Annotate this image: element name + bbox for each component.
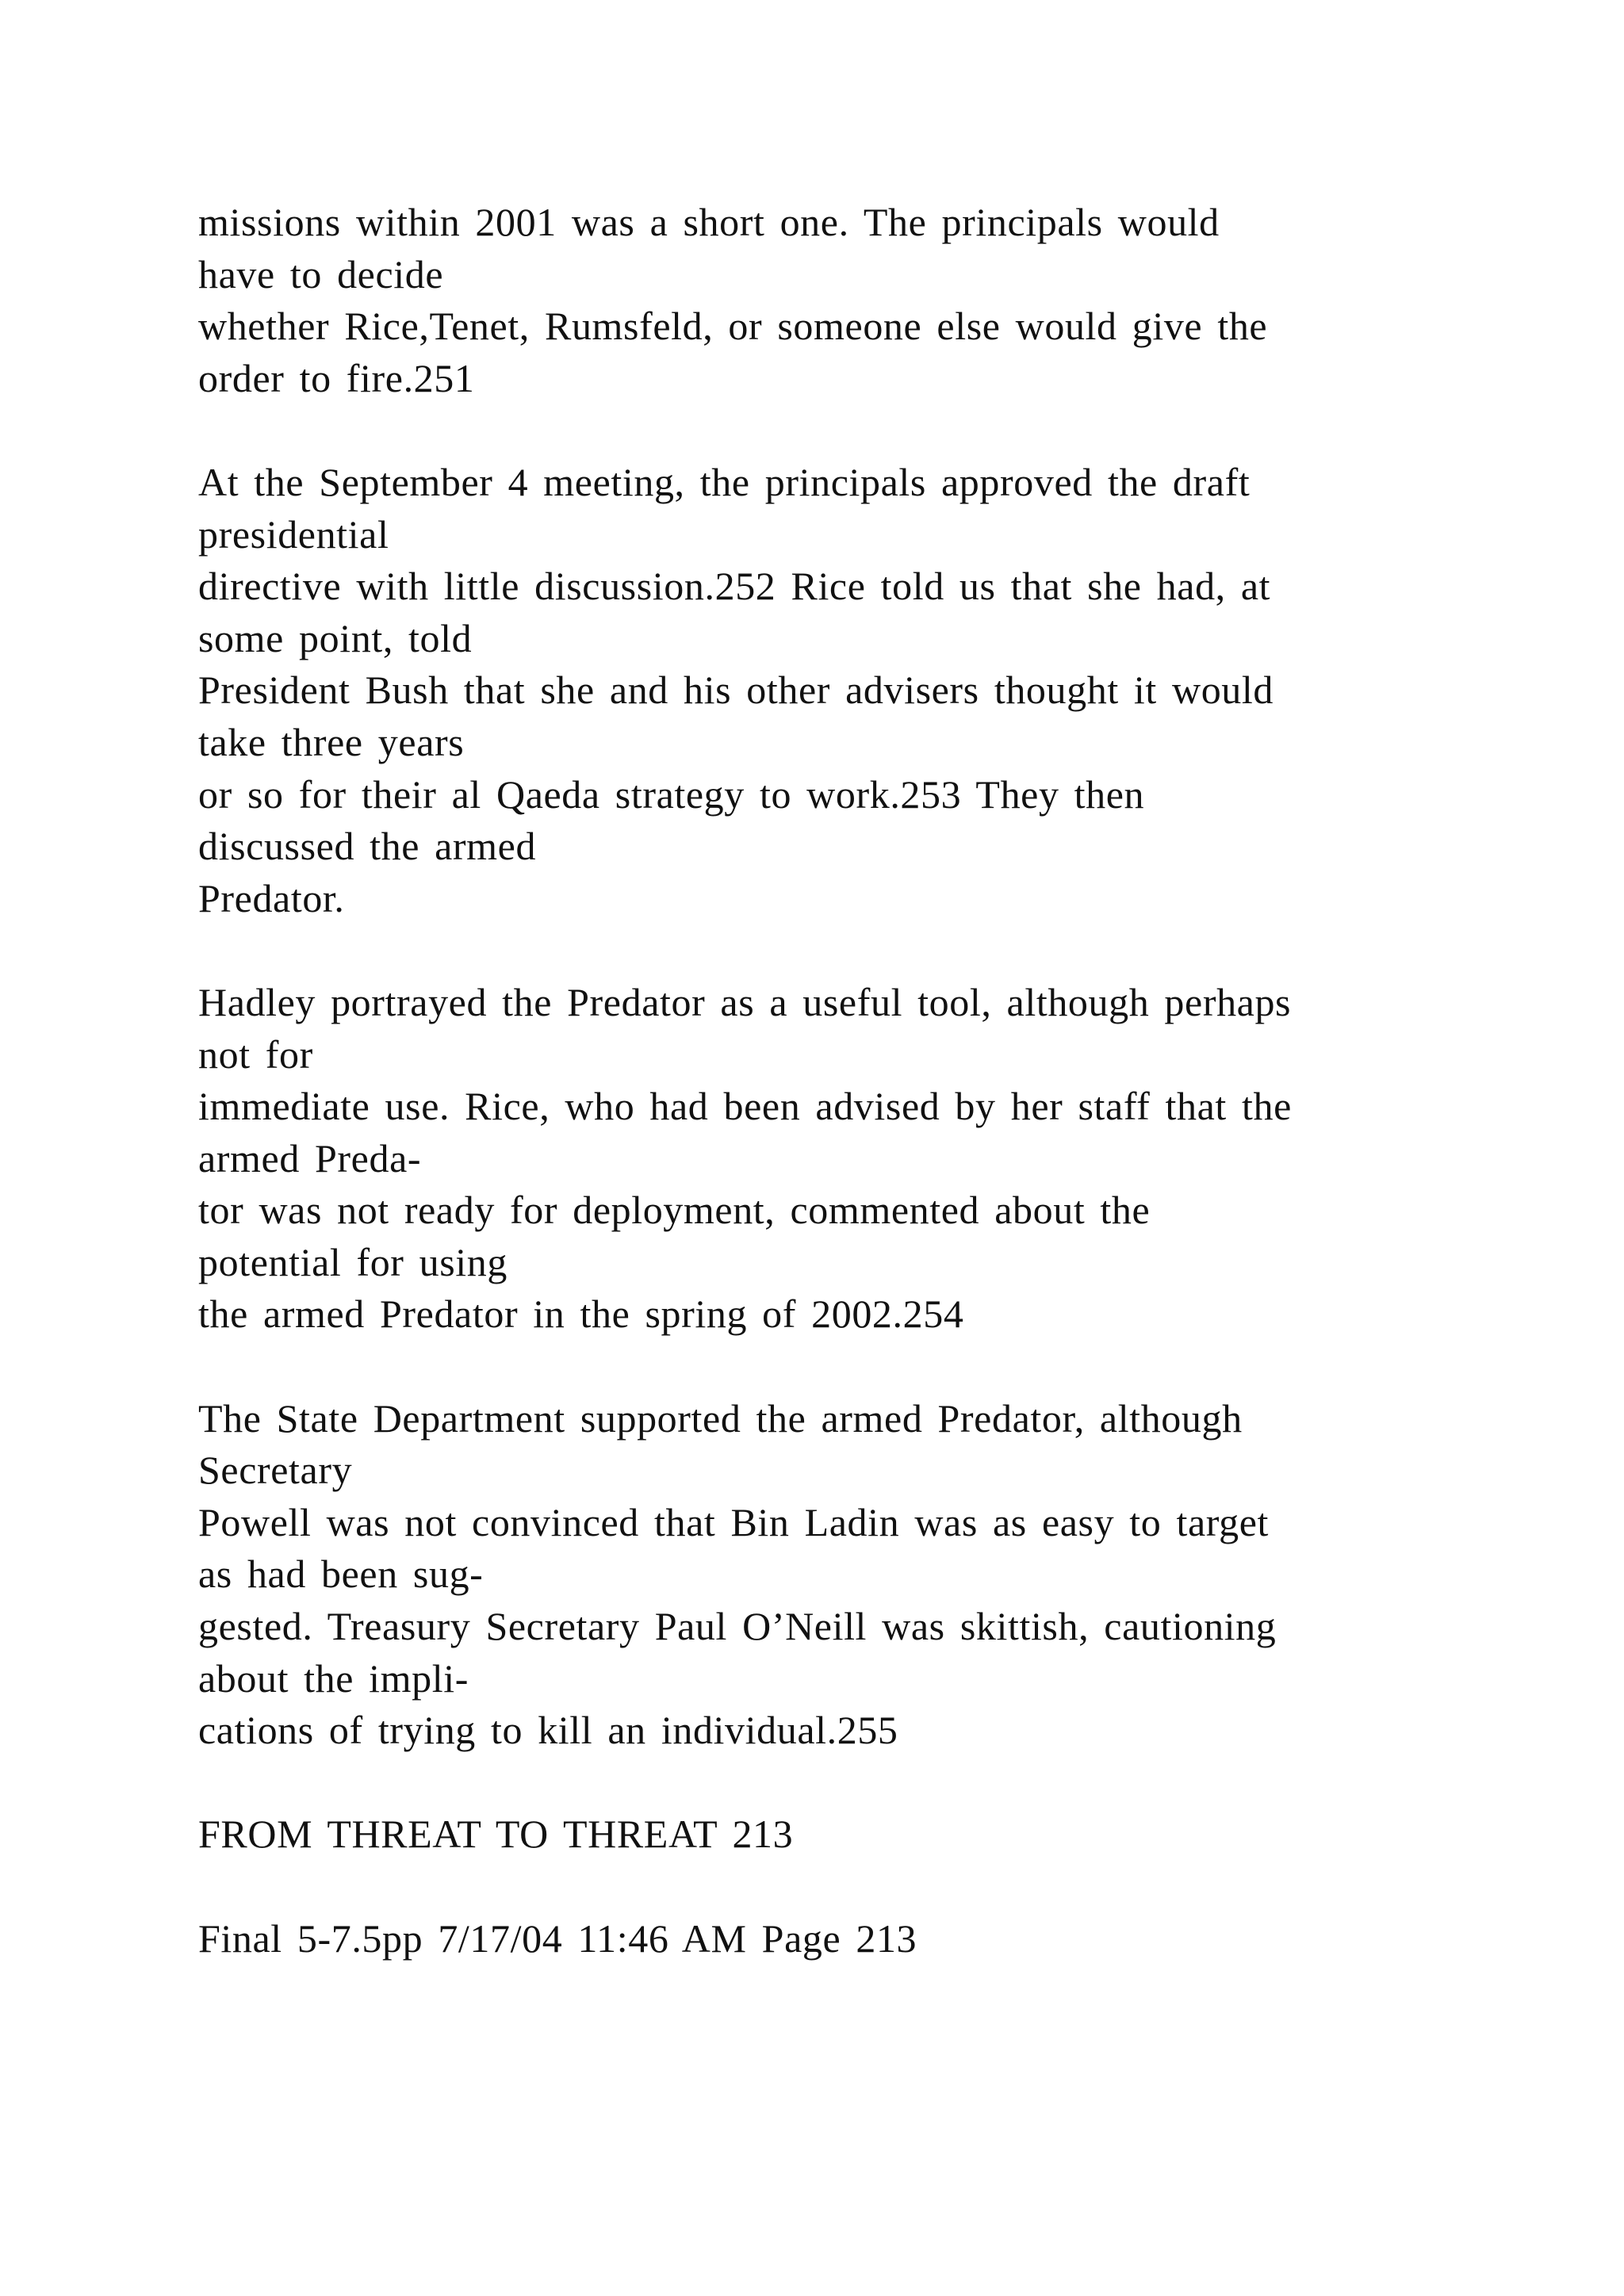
text-line: At the September 4 meeting, the principals approved the draft [198,459,1251,504]
print-slug-text: Final 5-7.5pp 7/17/04 11:46 AM Page 213 [198,1915,917,1961]
running-footer [198,1808,1507,1861]
text-line: the armed Predator in the spring of 2002.254 [198,1292,964,1337]
text-line: some point, told [198,615,473,660]
paragraph [198,457,1507,924]
paragraph [198,977,1507,1341]
document-body [198,197,1507,1965]
paragraph-gap [198,1341,1507,1393]
text-line: directive with little discussion.252 Rice told us that she had, at [198,564,1271,609]
text-line: President Bush that she and his other advisers thought it would [198,668,1274,713]
text-line: Predator. [198,875,345,920]
print-slug [198,1913,1507,1965]
text-line: presidential [198,511,389,557]
text-line: Hadley portrayed the Predator as a useful tool, although perhaps [198,979,1292,1024]
paragraph [198,197,1507,404]
text-line: about the impli- [198,1655,469,1701]
text-line: cations of trying to kill an individual.255 [198,1708,898,1753]
text-line: gested. Treasury Secretary Paul O’Neill was skittish, cautioning [198,1604,1277,1649]
text-line: discussed the armed [198,824,537,869]
paragraph-gap [198,1757,1507,1809]
paragraph [198,1393,1507,1757]
text-line: not for [198,1031,313,1077]
text-line: take three years [198,719,465,764]
text-line: have to decide [198,251,444,297]
text-line: missions within 2001 was a short one. The principals would [198,200,1220,244]
text-line: armed Preda- [198,1135,422,1181]
text-line: immediate use. Rice, who had been advised by her staff that the [198,1084,1292,1129]
text-line: tor was not ready for deployment, commented about the [198,1188,1151,1233]
text-line: order to fire.251 [198,355,475,400]
text-line: potential for using [198,1239,508,1284]
text-line: whether Rice,Tenet, Rumsfeld, or someone else would give the [198,304,1268,349]
text-line: Secretary [198,1448,353,1493]
running-footer-text: FROM THREAT TO THREAT 213 [198,1812,794,1857]
text-line: as had been sug- [198,1552,484,1597]
paragraph-gap [198,404,1507,457]
paragraph-gap [198,924,1507,977]
text-line: or so for their al Qaeda strategy to work.253 They then [198,771,1145,817]
paragraph-gap [198,1861,1507,1913]
text-line: The State Department supported the armed Predator, although [198,1395,1243,1441]
text-line: Powell was not convinced that Bin Ladin was as easy to target [198,1499,1270,1544]
